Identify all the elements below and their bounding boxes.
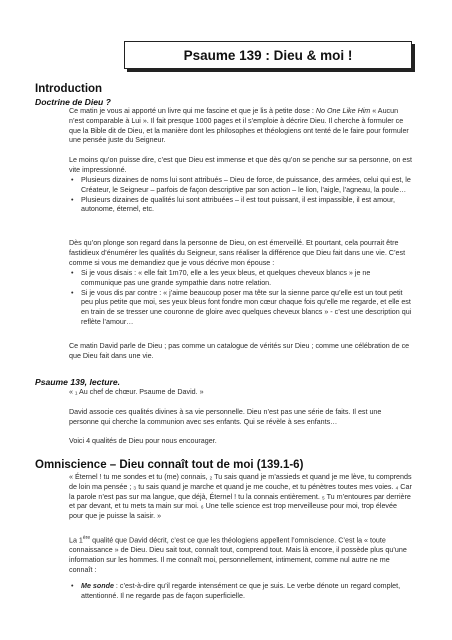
omniscience-paragraph xyxy=(69,534,413,576)
intro-p1-end: « Aucun n’est comparable à Lui ». Il fait presque 1000 pages et il s’emploie à décrire Dieu. Il cherche à formuler ce que la Bible dit de Dieu, et la manière dont les philosophes et théologiens ont tenté de le faire pour formuler une pensée juste du Seigneur. xyxy=(69,107,409,145)
intro-subheading: Doctrine de Dieu ? xyxy=(35,97,111,107)
list-item: • Plusieurs dizaines de qualités lui sont attribuées – il est tout puissant, il est impassible, il est amour, autonome, éternel, etc. xyxy=(69,196,413,216)
book-title: No One Like Him xyxy=(315,107,371,115)
intro-bullets-2 xyxy=(69,269,413,328)
intro-heading: Introduction xyxy=(35,83,103,95)
reading-heading: Psaume 139, lecture. xyxy=(35,377,121,387)
intro-paragraph-4: Ce matin David parle de Dieu ; pas comme un catalogue de vérités sur Dieu ; comme une célébration de ce que Dieu fait dans une vie. xyxy=(69,342,410,360)
list-item xyxy=(69,582,413,602)
omni-p1-start: La 1 xyxy=(69,536,83,545)
reading-paragraph-2: Voici 4 qualités de Dieu pour nous encourager. xyxy=(69,437,217,445)
intro-paragraph-1 xyxy=(69,107,413,146)
omniscience-heading: Omniscience – Dieu connaît tout de moi (139.1-6) xyxy=(35,459,304,471)
ordinal-sup: ère xyxy=(82,535,91,541)
omni-p1-end: qualité que David décrit, c’est ce que les théologiens appellent l’omniscience. C’est la « toute connaissance » de Dieu. Dieu sait tout, connaît tout, comprend tout. Mais là encore, il possède plus qu’une information sur les hommes. Il me connaît moi, personnellement, intimement, comme nul autre ne me connaît : xyxy=(69,536,407,574)
title-box xyxy=(124,41,412,69)
list-item: • Si je vous disais : « elle fait 1m70, elle a les yeux bleus, et quelques cheveux blancs » je ne communique pas une grande sympathie dans notre relation. xyxy=(69,269,413,289)
reading-paragraph-1: David associe ces qualités divines à sa vie personnelle. Dieu n’est pas une série de faits. Il est une personne qui cherche la communion avec ses enfants. Qui se révèle à ses enfants… xyxy=(69,408,382,426)
omniscience-quote: « Éternel ! tu me sondes et tu (me) connais, ₂ Tu sais quand je m’assieds et quand je me lève, tu comprends de loin ma pensée ; ₃ tu sais quand je marche et quand je me couche, et tu pénètres toutes mes voies. ₄ Car la parole n’est pas sur ma langue, que déjà, Éternel ! tu la connais entièrement. ₅ Tu m’entoures par derrière et par devant, et tu mets ta main sur moi. ₆ Une telle science est trop merveilleuse pour moi, trop élevée pour que je puisse la saisir. » xyxy=(69,473,412,521)
bullet-term: Me sonde xyxy=(81,582,114,590)
intro-paragraph-2: Le moins qu’on puisse dire, c’est que Dieu est immense et que dès qu’on se penche sur sa personne, on est vite impressionné. xyxy=(69,156,412,174)
omniscience-bullets xyxy=(69,582,413,602)
page-title: Psaume 139 : Dieu & moi ! xyxy=(183,47,353,63)
intro-bullets-1 xyxy=(69,176,413,215)
intro-paragraph-3: Dès qu’on plonge son regard dans la personne de Dieu, on est émerveillé. Et pourtant, cela pourrait être fastidieux d’énumérer les qualités du Seigneur, sans réaliser la différence que Dieu fait dans une vie. C’est comme si vous me demandiez que je vous décrive mon épouse : xyxy=(69,239,406,267)
list-item: • Si je vous dis par contre : « j’aime beaucoup poser ma tête sur la sienne parce qu’elle est un tout petit peu plus petite que moi, ses yeux bleus font fondre mon cœur chaque fois qu’elle me regarde, et elle est en train de se tresser une couronne de gloire avec quelques cheveux blancs » - c’est une description qui reflète l’amour… xyxy=(69,289,413,328)
reading-verse: « ₁ Au chef de chœur. Psaume de David. » xyxy=(69,388,204,396)
bullet-text: : c’est-à-dire qu’il regarde intensément ce que je suis. Le verbe dénote un regard complet, attentionné. Il ne regarde pas de façon superficielle. xyxy=(81,582,401,600)
intro-p1-start: Ce matin je vous ai apporté un livre qui me fascine et que je lis à petite dose : xyxy=(69,107,316,115)
list-item: • Plusieurs dizaines de noms lui sont attribués – Dieu de force, de puissance, des armées, celui qui est, le Créateur, le Seigneur – parfois de façon descriptive par son action – le lion, l’aigle, l’agneau, la poule… xyxy=(69,176,413,196)
